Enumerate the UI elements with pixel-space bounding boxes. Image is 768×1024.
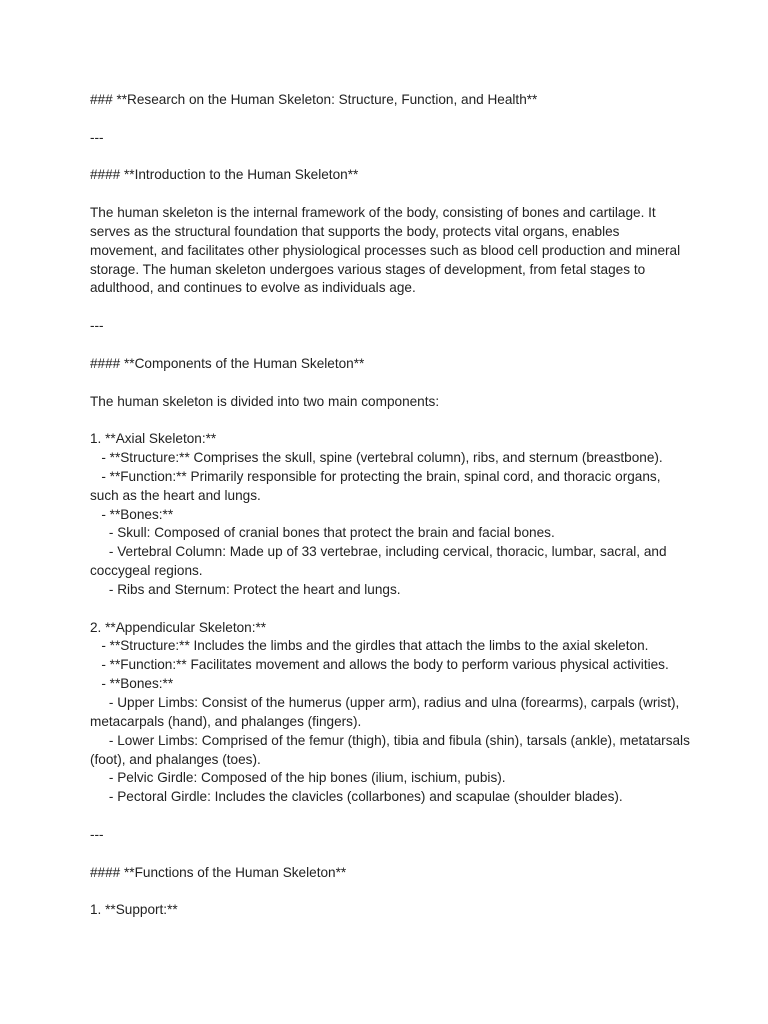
blank-line bbox=[90, 374, 690, 393]
blank-line bbox=[90, 185, 690, 204]
appendicular-bones-label: - **Bones:** bbox=[90, 676, 174, 692]
blank-line bbox=[90, 298, 690, 317]
section-separator: --- bbox=[90, 129, 104, 145]
appendicular-bone-item: - Pelvic Girdle: Composed of the hip bones (ilium, ischium, pubis). bbox=[90, 770, 506, 786]
blank-line bbox=[90, 845, 690, 864]
document-body bbox=[90, 91, 694, 920]
blank-line bbox=[90, 336, 690, 355]
blank-line bbox=[90, 411, 690, 430]
intro-paragraph: The human skeleton is the internal framework of the body, consisting of bones and cartilage. It serves as the structural foundation that supports the body, protects vital organs, enables movement, and facilitates other physiological processes such as blood cell production and mineral storage. The human skeleton undergoes various stages of development, from fetal stages to adulthood, and continues to evolve as individuals age. bbox=[90, 205, 684, 296]
intro-heading: #### **Introduction to the Human Skeleton** bbox=[90, 167, 359, 183]
section-separator: --- bbox=[90, 826, 104, 842]
blank-line bbox=[90, 110, 690, 129]
axial-bone-item: - Vertebral Column: Made up of 33 vertebrae, including cervical, thoracic, lumbar, sacral, and coccygeal regions. bbox=[90, 544, 671, 579]
appendicular-bone-item: - Lower Limbs: Comprised of the femur (thigh), tibia and fibula (shin), tarsals (ankle), metatarsals (foot), and phalanges (toes). bbox=[90, 732, 694, 767]
blank-line bbox=[90, 807, 690, 826]
blank-line bbox=[90, 148, 690, 167]
axial-title: 1. **Axial Skeleton:** bbox=[90, 431, 217, 447]
functions-heading: #### **Functions of the Human Skeleton** bbox=[90, 864, 347, 880]
axial-bone-item: - Skull: Composed of cranial bones that protect the brain and facial bones. bbox=[90, 525, 555, 541]
components-lead: The human skeleton is divided into two main components: bbox=[90, 393, 440, 409]
section-separator: --- bbox=[90, 318, 104, 334]
components-heading: #### **Components of the Human Skeleton** bbox=[90, 355, 365, 371]
appendicular-structure: - **Structure:** Includes the limbs and the girdles that attach the limbs to the axial skeleton. bbox=[90, 638, 649, 654]
blank-line bbox=[90, 600, 690, 619]
axial-function: - **Function:** Primarily responsible for protecting the brain, spinal cord, and thoracic organs, such as the heart and lungs. bbox=[90, 468, 665, 503]
axial-bones-label: - **Bones:** bbox=[90, 506, 174, 522]
appendicular-bone-item: - Upper Limbs: Consist of the humerus (upper arm), radius and ulna (forearms), carpals (wrist), metacarpals (hand), and phalanges (fingers). bbox=[90, 695, 684, 729]
axial-structure: - **Structure:** Comprises the skull, spine (vertebral column), ribs, and sternum (breastbone). bbox=[90, 450, 663, 466]
axial-bone-item: - Ribs and Sternum: Protect the heart and lungs. bbox=[90, 581, 401, 597]
document-title: ### **Research on the Human Skeleton: Structure, Function, and Health** bbox=[90, 92, 538, 107]
functions-first-item: 1. **Support:** bbox=[90, 902, 178, 918]
appendicular-bone-item: - Pectoral Girdle: Includes the clavicles (collarbones) and scapulae (shoulder blades). bbox=[90, 789, 623, 805]
blank-line bbox=[90, 882, 690, 901]
appendicular-function: - **Function:** Facilitates movement and allows the body to perform various physical activities. bbox=[90, 657, 669, 673]
appendicular-title: 2. **Appendicular Skeleton:** bbox=[90, 619, 267, 635]
